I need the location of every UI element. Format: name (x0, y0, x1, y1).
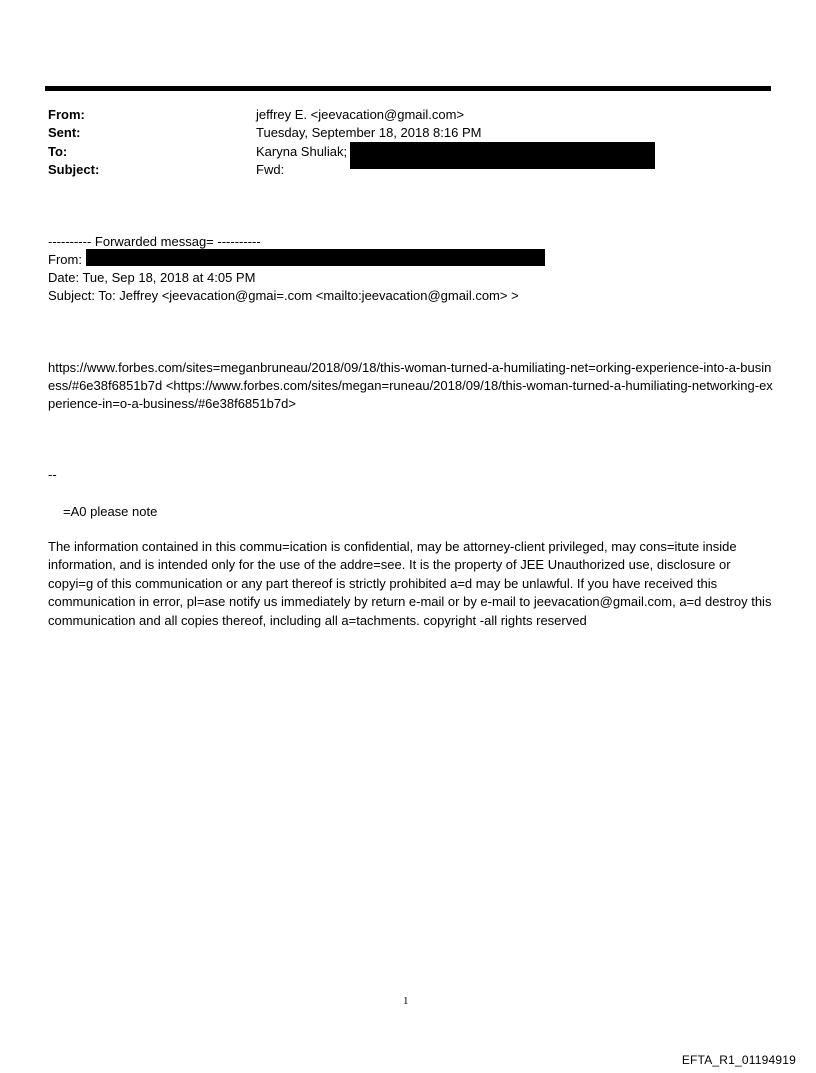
redaction-to-recipient (350, 142, 655, 169)
forwarded-subject-line: Subject: To: Jeffrey <jeevacation@gmai=.com <mailto:jeevacation@gmail.com> > (48, 288, 519, 303)
header-to-value: Karyna Shuliak; (256, 144, 348, 159)
document-id: EFTA_R1_01194919 (681, 1053, 796, 1067)
forwarded-from-label: From: (48, 252, 82, 267)
page-number: 1 (403, 995, 409, 1007)
forwarded-date-line: Date: Tue, Sep 18, 2018 at 4:05 PM (48, 270, 256, 285)
top-rule (45, 86, 771, 91)
header-subject-label: Subject: (48, 162, 100, 177)
header-sent-value: Tuesday, September 18, 2018 8:16 PM (256, 125, 482, 140)
confidentiality-disclaimer: The information contained in this commu=ication is confidential, may be attorney-client privileged, may cons=itute inside information, and is intended only for the use of the addre=see. It is the property of JEE Unauthorized use, disclosure or copyi=g of this communication or any part thereof is strictly prohibited a=d may be unlawful. If you have received this communication in error, pl=ase notify us immediately by return e-mail or by e-mail to jeevacation@gmail.com, a=d destroy this communication and all copies thereof, including all a=tachments. copyright -all rights reserved (48, 539, 772, 628)
header-to-label: To: (48, 144, 68, 159)
forwarded-separator: ---------- Forwarded messag= ---------- (48, 234, 261, 249)
signature-dashes: -- (48, 467, 57, 482)
header-from-label: From: (48, 107, 85, 122)
please-note-line: =A0 please note (63, 504, 158, 519)
header-from-value: jeffrey E. <jeevacation@gmail.com> (256, 107, 465, 122)
forbes-link-text: https://www.forbes.com/sites=meganbruneau/2018/09/18/this-woman-turned-a-humiliating-net=orking-experience-into-a-business/#6e38f6851b7d <https://www.forbes.com/sites/megan=runeau/2018/09/18/this-woman-turned-a-humiliating-networking-experience-in=o-a-business/#6e38f6851b7d> (48, 360, 773, 411)
header-sent-label: Sent: (48, 125, 81, 140)
header-subject-value: Fwd: (256, 162, 285, 177)
redaction-forwarded-from (86, 249, 545, 266)
